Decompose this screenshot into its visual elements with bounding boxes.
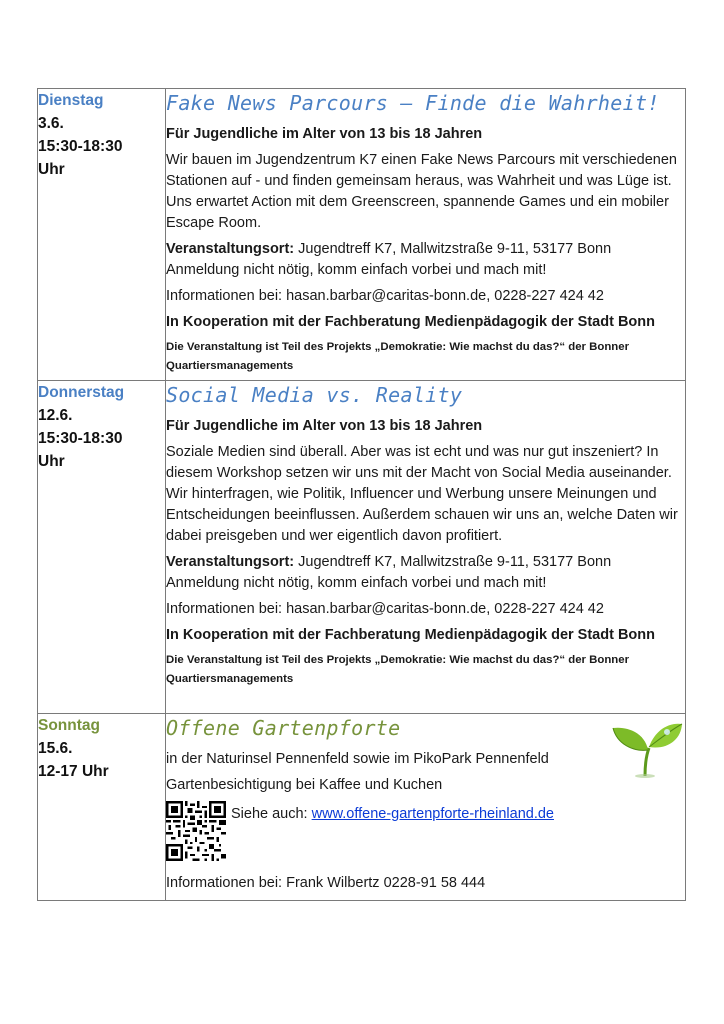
event-weekday: Donnerstag [38, 384, 125, 401]
event-time-unit: Uhr [38, 453, 65, 470]
event-venue-label: Veranstaltungsort: [166, 241, 295, 257]
event-audience: Für Jugendliche im Alter von 13 bis 18 Jahren [166, 418, 483, 434]
event-location: in der Naturinsel Pennenfeld sowie im PikoPark Pennenfeld [166, 751, 549, 767]
events-table [37, 88, 686, 901]
see-also-label: Siehe auch: [231, 806, 312, 822]
event-title: Offene Gartenpforte [166, 716, 401, 740]
gartenpforte-link[interactable]: www.offene-gartenpforte-rheinland.de [311, 806, 554, 822]
see-also-text [231, 801, 554, 825]
event-row-fake-news [38, 89, 686, 381]
event-content-cell [166, 89, 686, 381]
event-weekday: Dienstag [38, 92, 104, 109]
event-cooperation: In Kooperation mit der Fachberatung Medienpädagogik der Stadt Bonn [166, 627, 655, 643]
qr-code-icon[interactable] [166, 801, 226, 861]
event-time-unit: Uhr [38, 161, 65, 178]
event-time: 15:30-18:30 [38, 430, 123, 447]
event-venue: Jugendtreff K7, Mallwitzstraße 9-11, 53177 Bonn [294, 554, 612, 570]
event-title: Social Media vs. Reality [166, 383, 463, 407]
event-date: 12.6. [38, 407, 73, 424]
event-cooperation: In Kooperation mit der Fachberatung Medienpädagogik der Stadt Bonn [166, 314, 655, 330]
event-venue: Jugendtreff K7, Mallwitzstraße 9-11, 53177 Bonn [294, 241, 612, 257]
event-time: 12-17 Uhr [38, 763, 109, 780]
event-registration: Anmeldung nicht nötig, komm einfach vorbei und mach mit! [166, 262, 547, 278]
event-date: 15.6. [38, 740, 73, 757]
event-date: 3.6. [38, 115, 64, 132]
event-time: 15:30-18:30 [38, 138, 123, 155]
event-row-gartenpforte [38, 714, 686, 901]
event-content-cell [166, 714, 686, 901]
event-venue-block [166, 239, 685, 281]
event-title: Fake News Parcours – Finde die Wahrheit! [166, 91, 660, 115]
event-audience: Für Jugendliche im Alter von 13 bis 18 Jahren [166, 126, 483, 142]
event-info: Informationen bei: hasan.barbar@caritas-bonn.de, 0228-227 424 42 [166, 601, 604, 617]
event-description: Wir bauen im Jugendzentrum K7 einen Fake News Parcours mit verschiedenen Stationen auf - und finden gemeinsam heraus, was Wahrheit und was Lüge ist. Uns erwartet Action mit dem Greenscreen, spannende Games und ein mobiler Escape Room. [166, 152, 677, 231]
qr-link-line [166, 801, 685, 861]
event-content-cell [166, 381, 686, 714]
event-info: Informationen bei: hasan.barbar@caritas-bonn.de, 0228-227 424 42 [166, 288, 604, 304]
event-weekday: Sonntag [38, 717, 100, 734]
seedling-icon [611, 720, 683, 778]
event-info: Informationen bei: Frank Wilbertz 0228-91 58 444 [166, 875, 486, 891]
event-date-cell [38, 714, 166, 901]
event-row-social-media [38, 381, 686, 714]
event-description: Gartenbesichtigung bei Kaffee und Kuchen [166, 777, 443, 793]
event-project-note: Die Veranstaltung ist Teil des Projekts „Demokratie: Wie machst du das?“ der Bonner Quartiersmanagements [166, 341, 630, 372]
event-venue-label: Veranstaltungsort: [166, 554, 295, 570]
event-date-cell [38, 89, 166, 381]
event-description: Soziale Medien sind überall. Aber was ist echt und was nur gut inszeniert? In diesem Workshop setzen wir uns mit der Macht von Social Media auseinander. Wir hinterfragen, wie Politik, Influencer und Werbung unsere Meinungen und Entscheidungen beeinflussen. Außerdem schauen wir uns an, welche Daten wir dabei preisgeben und wer eigentlich davon profitiert. [166, 444, 678, 544]
event-registration: Anmeldung nicht nötig, komm einfach vorbei und mach mit! [166, 575, 547, 591]
event-date-cell [38, 381, 166, 714]
event-venue-block [166, 552, 685, 594]
event-project-note: Die Veranstaltung ist Teil des Projekts „Demokratie: Wie machst du das?“ der Bonner Quartiersmanagements [166, 654, 630, 685]
